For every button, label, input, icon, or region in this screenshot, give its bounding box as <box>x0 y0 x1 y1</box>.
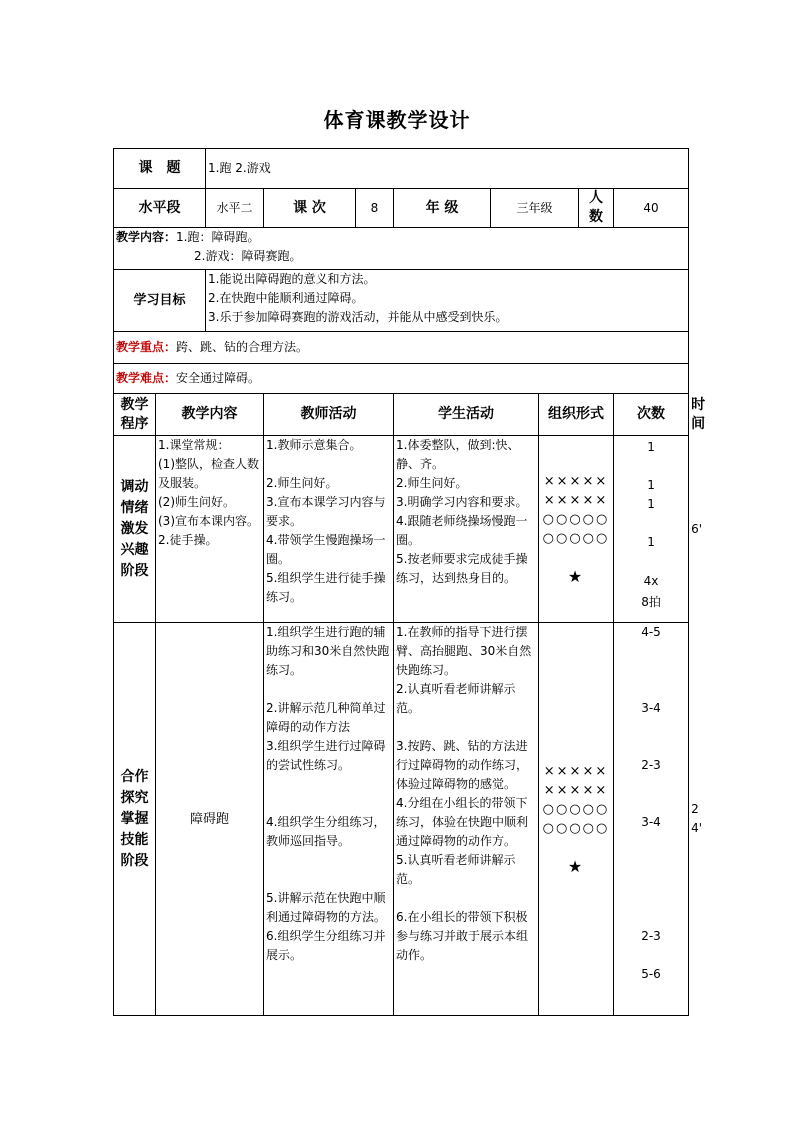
list-item: 5.认真听看老师讲解示范。 <box>396 853 516 886</box>
stage1-formation <box>539 436 614 623</box>
key-point <box>114 332 689 364</box>
topic-value: 1.跑 2.游戏 <box>206 149 689 189</box>
list-item: 2.师生问好。 <box>396 476 468 490</box>
lesson-label: 课 次 <box>264 189 356 228</box>
stage2-formation <box>539 623 614 1016</box>
col-header-organization: 组织形式 <box>539 394 614 436</box>
key-point-value: 跨、跳、钻的合理方法。 <box>176 340 309 354</box>
count-value: 40 <box>614 189 689 228</box>
goal-item: 3.乐于参加障碍赛跑的游戏活动，并能从中感受到快乐。 <box>208 310 508 324</box>
stage2-teacher <box>264 623 394 1016</box>
goal-item: 2.在快跑中能顺利通过障碍。 <box>208 291 364 305</box>
grade-value: 三年级 <box>491 189 579 228</box>
goal-item: 1.能说出障碍跑的意义和方法。 <box>208 272 376 286</box>
student-row-o: ○○○○○ <box>542 531 610 546</box>
list-item: 5.讲解示范在快跑中顺利通过障碍物的方法。 <box>266 891 387 924</box>
difficulty-value: 安全通过障碍。 <box>176 371 261 385</box>
count-item: 1 <box>647 497 655 511</box>
goals-list <box>206 270 689 332</box>
lesson-value: 8 <box>356 189 394 228</box>
count-item: 1 <box>647 535 655 549</box>
count-item: 1 <box>647 478 655 492</box>
list-item: 2.徒手操。 <box>158 533 218 547</box>
stage2-content: 障碍跑 <box>156 623 264 1016</box>
col-header-content: 教学内容 <box>156 394 264 436</box>
col-header-teacher: 教师活动 <box>264 394 394 436</box>
col-header-times: 次数 <box>614 394 689 436</box>
list-item: 6.在小组长的带领下积极参与练习并敢于展示本组动作。 <box>396 910 529 962</box>
student-row-o: ○○○○○ <box>542 802 610 817</box>
student-row-o: ○○○○○ <box>542 821 610 836</box>
list-item: 3.宣布本课学习内容与要求。 <box>266 495 386 528</box>
count-label: 人 数 <box>579 189 614 228</box>
level-label: 水平段 <box>114 189 206 228</box>
level-value: 水平二 <box>206 189 264 228</box>
teaching-content <box>114 228 689 270</box>
list-item: 5.按老师要求完成徒手操练习，达到热身目的。 <box>396 552 528 585</box>
list-item: 4.带领学生慢跑操场一圈。 <box>266 533 386 566</box>
list-item: 2.讲解示范几种简单过障碍的动作方法 <box>266 701 386 734</box>
stage2-counts <box>614 623 689 1016</box>
stage1-name: 调动情绪激发兴趣阶段 <box>114 436 156 623</box>
list-item: 4.跟随老师绕操场慢跑一圈。 <box>396 514 528 547</box>
list-item: 3.按跨、跳、钻的方法进行过障碍物的动作练习，体验过障碍物的感觉。 <box>396 739 529 791</box>
stage2-student <box>394 623 539 1016</box>
student-row-x: ××××× <box>543 783 609 798</box>
key-point-label: 教学重点： <box>116 340 177 354</box>
stage1-content <box>156 436 264 623</box>
topic-label: 课 题 <box>114 149 206 189</box>
difficulty-label: 教学难点： <box>116 371 177 385</box>
count-item: 3-4 <box>641 815 661 829</box>
list-item: 3.明确学习内容和要求。 <box>396 495 528 509</box>
list-item: 2.师生问好。 <box>266 476 338 490</box>
count-item: 4x8拍 <box>641 574 661 609</box>
student-row-x: ××××× <box>543 493 609 508</box>
list-item: (2)师生问好。 <box>158 495 235 509</box>
content-line1: 1.跑：障碍跑。 <box>176 230 260 244</box>
count-item: 5-6 <box>641 967 661 981</box>
count-item: 2-3 <box>641 929 661 943</box>
page-title: 体育课教学设计 <box>323 108 471 132</box>
list-item: 5.组织学生进行徒手操练习。 <box>266 571 386 604</box>
count-item: 2-3 <box>641 758 661 772</box>
difficulty <box>114 364 689 394</box>
content-line2: 2.游戏：障碍赛跑。 <box>194 249 302 263</box>
stage1-teacher <box>264 436 394 623</box>
teacher-star-icon: ★ <box>567 857 585 876</box>
stage2-name: 合作探究掌握技能阶段 <box>114 623 156 1016</box>
list-item: (3)宣布本课内容。 <box>158 514 259 528</box>
grade-label: 年 级 <box>394 189 491 228</box>
list-item: 6.组织学生分组练习并展示。 <box>266 929 386 962</box>
teacher-star-icon: ★ <box>567 567 585 586</box>
list-item: 4.组织学生分组练习，教师巡回指导。 <box>266 815 386 848</box>
list-item: 2.认真听看老师讲解示范。 <box>396 682 516 715</box>
list-item: 1.教师示意集合。 <box>266 438 362 452</box>
list-item: 3.组织学生进行过障碍的尝试性练习。 <box>266 739 386 772</box>
list-item: 4.分组在小组长的带领下练习，体验在快跑中顺利通过障碍物的动作方。 <box>396 796 529 848</box>
student-row-x: ××××× <box>543 474 609 489</box>
col-header-student: 学生活动 <box>394 394 539 436</box>
stage1-student <box>394 436 539 623</box>
list-item: 1.课堂常规： <box>158 438 230 452</box>
list-item: 1.组织学生进行跑的辅助练习和30米自然快跑练习。 <box>266 625 390 677</box>
count-item: 1 <box>647 440 655 454</box>
list-item: (1)整队，检查人数及服装。 <box>158 457 259 490</box>
student-row-x: ××××× <box>543 764 609 779</box>
count-item: 3-4 <box>641 701 661 715</box>
col-header-procedure: 教学程序 <box>114 394 156 436</box>
list-item: 1.体委整队，做到:快、静、齐。 <box>396 438 520 471</box>
content-label: 教学内容： <box>116 230 177 244</box>
lesson-plan-table: 课 题 1.跑 2.游戏 水平段 水平二 课 次 8 年 级 三年级 人 数 40 教学内容：1.跑：障碍跑。 2.游戏：障碍赛跑。 学习目标 1.能说出障碍跑的意义和方法。 2.在快跑中能顺利通过障碍。 3.乐于参加障碍赛跑的游戏活动，并能从中感受到快乐。 教学重点：跨、跳、钻的合理方法。 教学难点：安全通过障碍。 教学程序 教学内容 教师活动 学生活动 组织形式 次数 时间 调动情绪激发兴趣阶段 1.课堂常规： (1)整队，检查人数及服装。 (2)师生问好。 (3)宣布本课内容。 2.徒手操。 1.教师示意集合。 2.师生问好。 3.宣布本课学习内容与要求。 4.带领学生慢跑操场一圈。 5.组织学生进行徒手操练习。 1.体委整队，做到:快、静、齐。 2.师生问好。 3.明确学习内容和要求。 4.跟随老师绕操场慢跑一圈。 5.按老师要求完成徒手操练习，达到热身目的。 ××××× ××××× ○○○○○ ○○○○○ ★ 1 1 1 1 4x8拍 6' 合作探究掌握技能阶段 障碍跑 1.组织学生进行跑的辅助练习和30米自然快跑练习。 2.讲解示范几种简单过障碍的动作方法 3.组织学生进行过障碍的尝试性练习。 4.组织学生分组练习，教师巡回指导。 5.讲解示范在快跑中顺利通过障碍物的方法。 6.组织学生分组练习并展示。 1.在教师的指导下进行摆臂、高抬腿跑、30米自然快跑练习。 2.认真听看老师讲解示范。 3.按跨、跳、钻的方法进行过障碍物的动作练习，体验过障碍物的感觉。 4.分组在小组长的带领下练习，体验在快跑中顺利通过障碍物的动作方。 5.认真听看老师讲解示范。 6.在小组长的带领下积极参与练习并敢于展示本组动作。 ××××× ××××× ○○○○○ ○○○○○ ★ 4-5 3-4 2-3 3-4 2-3 5-6 24' <box>113 148 688 1016</box>
student-row-o: ○○○○○ <box>542 512 610 527</box>
goals-label: 学习目标 <box>114 270 206 332</box>
list-item: 1.在教师的指导下进行摆臂、高抬腿跑、30米自然快跑练习。 <box>396 625 532 677</box>
count-item: 4-5 <box>641 625 661 639</box>
stage1-counts <box>614 436 689 623</box>
